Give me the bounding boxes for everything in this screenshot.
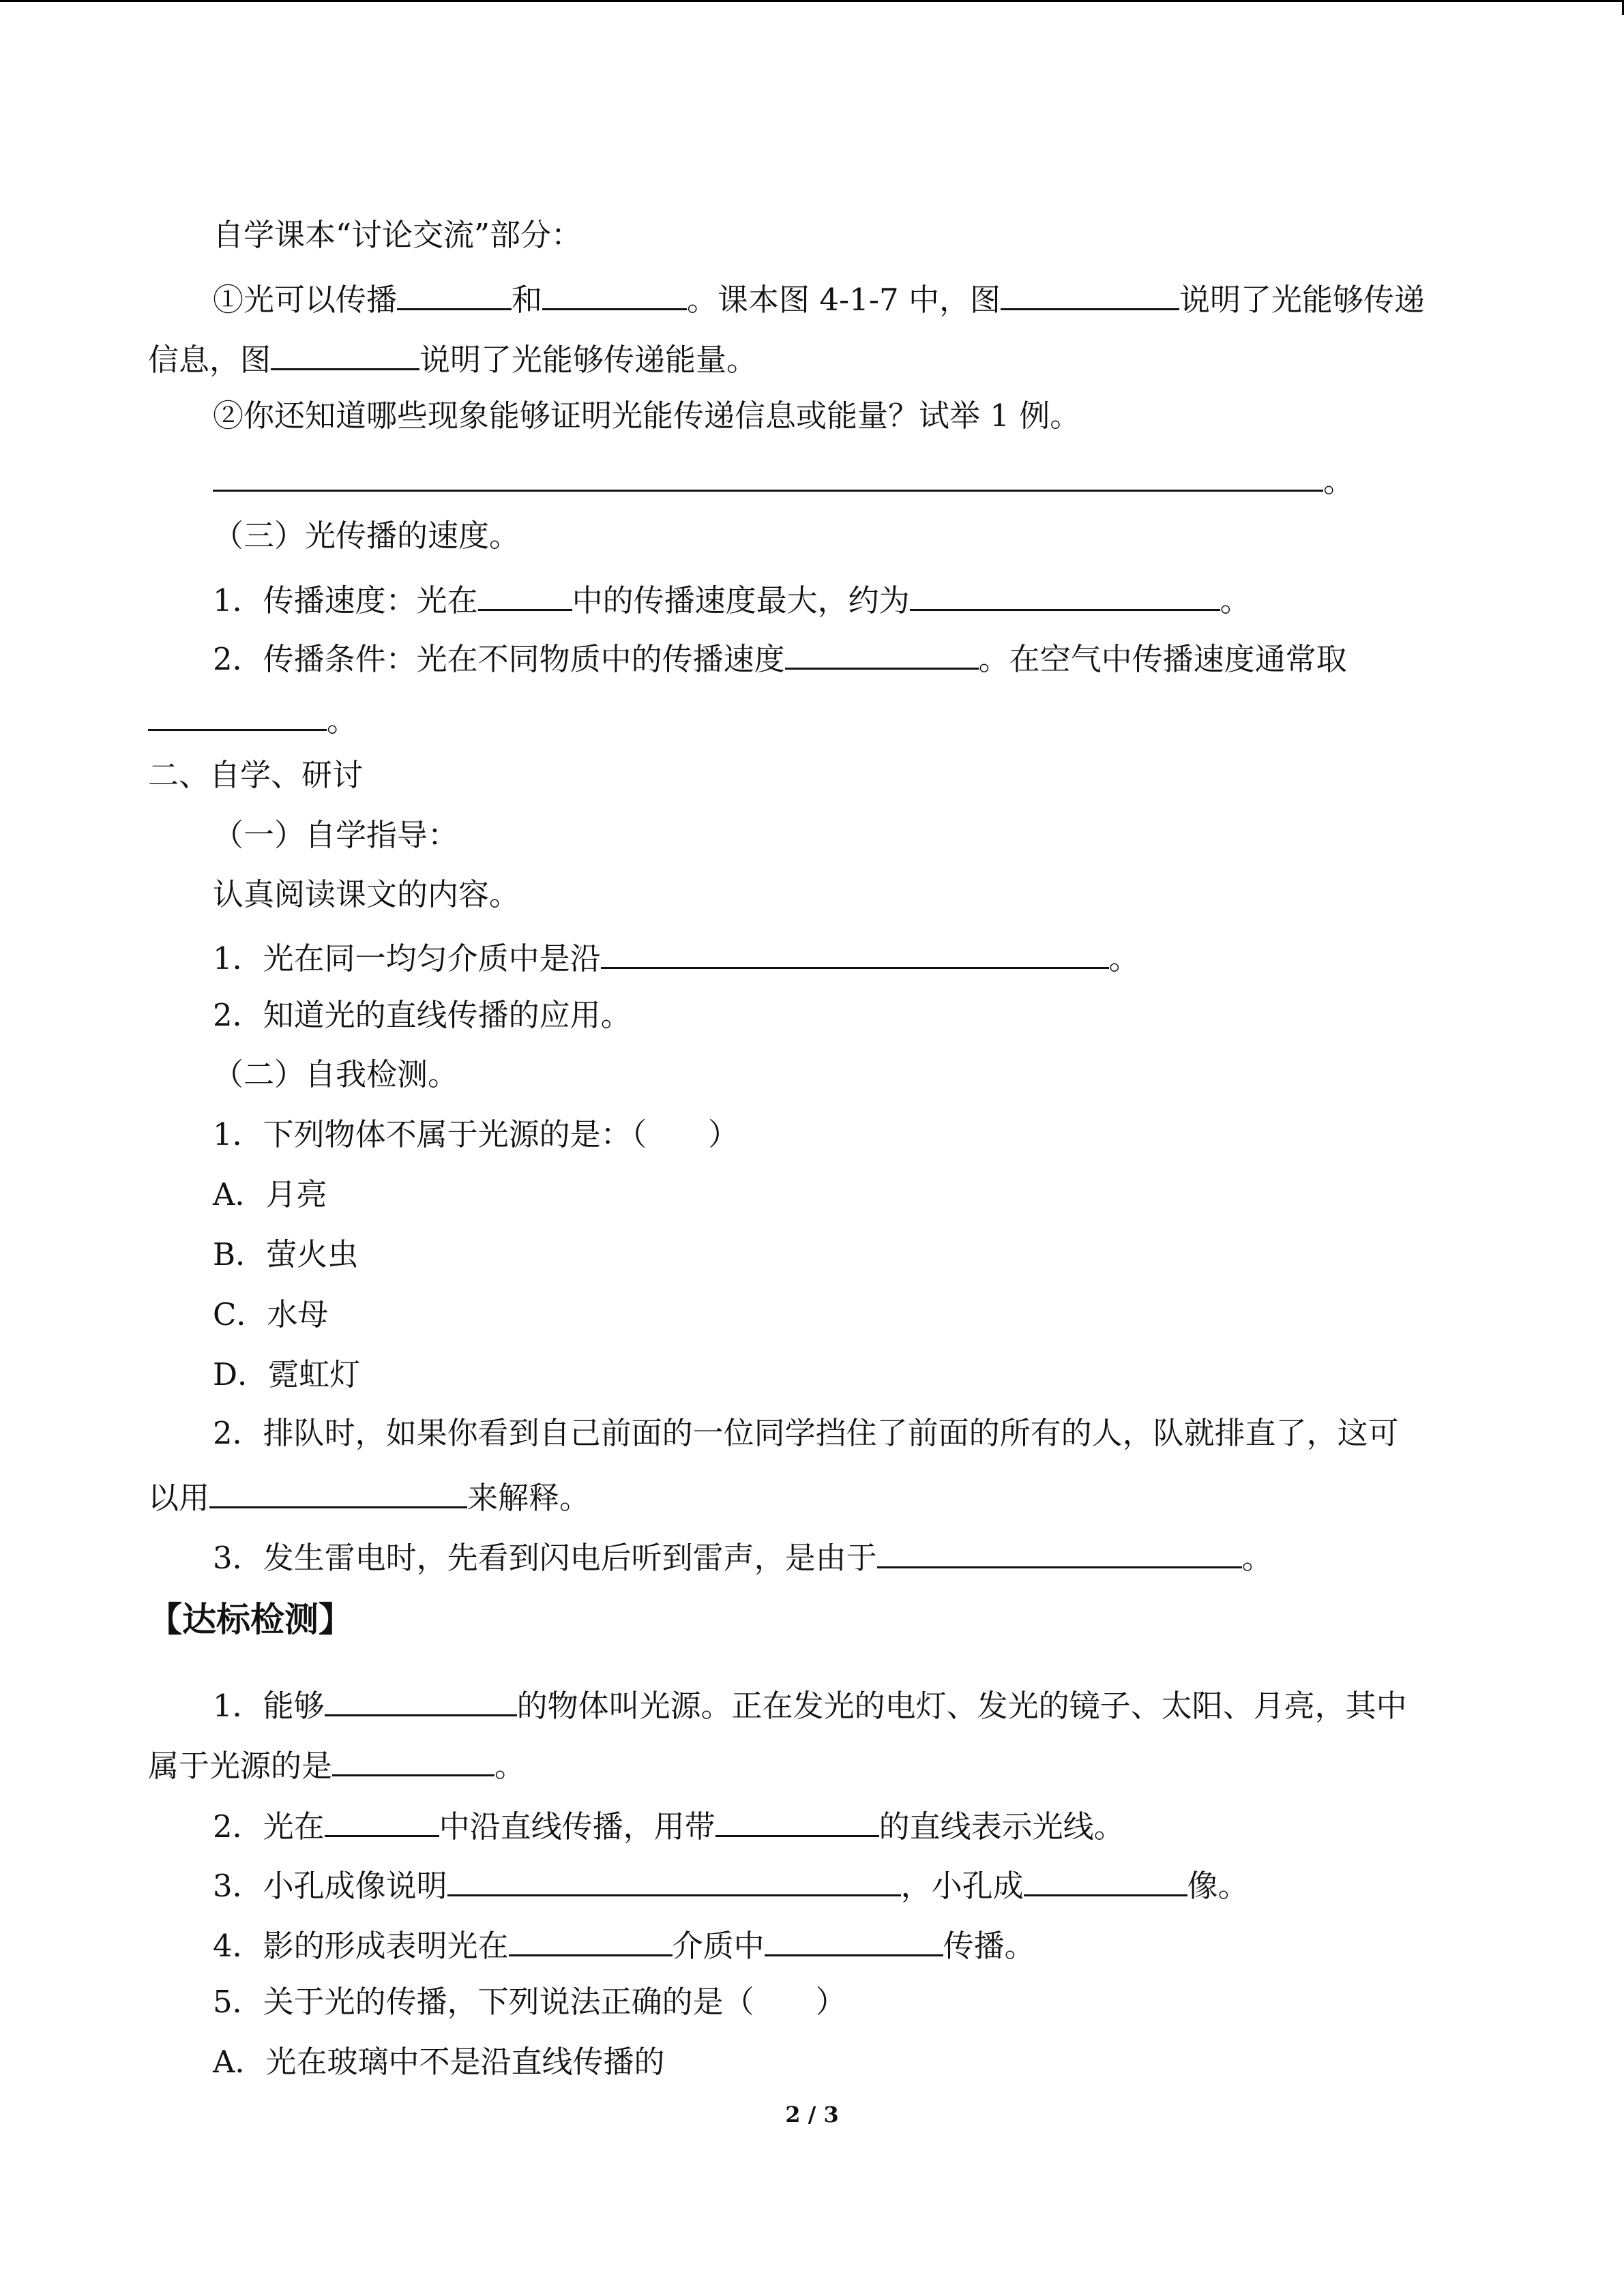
speed-item-1: 1．传播速度：光在 中的传播速度最大，约为 。 xyxy=(213,576,1251,617)
blank-field[interactable] xyxy=(332,1742,494,1776)
page-number: 2 / 3 xyxy=(785,2102,839,2128)
test-item-4: 4．影的形成表明光在 介质中 传播。 xyxy=(213,1922,1035,1963)
test-item-1-line-2: 属于光源的是 。 xyxy=(148,1742,525,1783)
question-1-line-2: 信息，图 说明了光能够传递能量。 xyxy=(148,336,757,376)
blank-field[interactable] xyxy=(325,1802,439,1837)
blank-field[interactable] xyxy=(148,696,327,731)
guide-text: 认真阅读课文的内容。 xyxy=(213,876,520,912)
blank-field[interactable] xyxy=(877,1534,1242,1568)
test-item-5-option-a: A．光在玻璃中不是沿直线传播的 xyxy=(213,2044,665,2080)
blank-field[interactable] xyxy=(785,635,979,670)
check-question-1: 1．下列物体不属于光源的是：（ ） xyxy=(213,1116,739,1152)
question-2: ②你还知道哪些现象能够证明光能传递信息或能量？试举 1 例。 xyxy=(213,398,1081,434)
check-question-2-line-2: 以用 来解释。 xyxy=(148,1474,590,1515)
option-d: D．霓虹灯 xyxy=(213,1356,361,1392)
speed-item-2-line-2: 。 xyxy=(148,696,357,737)
blank-field[interactable] xyxy=(209,1474,467,1508)
question-2-answer-line: 。 xyxy=(213,457,1354,498)
blank-field[interactable] xyxy=(213,457,1323,492)
blank-field[interactable] xyxy=(542,275,687,310)
discussion-title: 自学课本“讨论交流”部分： xyxy=(213,217,582,253)
blank-field[interactable] xyxy=(1024,1862,1187,1896)
blank-field[interactable] xyxy=(271,336,419,370)
blank-field[interactable] xyxy=(397,275,512,310)
blank-field[interactable] xyxy=(715,1802,879,1837)
test-item-2: 2．光在 中沿直线传播，用带 的直线表示光线。 xyxy=(213,1802,1125,1843)
check-question-2-line-1: 2．排队时，如果你看到自己前面的一位同学挡住了前面的所有的人，队就排直了，这可 xyxy=(213,1415,1399,1451)
blank-field[interactable] xyxy=(765,1922,943,1956)
guide-item-2: 2．知道光的直线传播的应用。 xyxy=(213,997,632,1033)
blank-field[interactable] xyxy=(601,934,1109,969)
test-item-3: 3．小孔成像说明 ，小孔成 像。 xyxy=(213,1862,1249,1903)
option-c: C．水母 xyxy=(213,1296,329,1332)
blank-field[interactable] xyxy=(478,576,572,611)
blank-field[interactable] xyxy=(1001,275,1179,310)
option-b: B．萤火虫 xyxy=(213,1236,359,1272)
question-1-line-1: ①光可以传播 和 。课本图 4-1-7 中，图 说明了光能够传递 xyxy=(213,275,1425,316)
speed-section-title: （三）光传播的速度。 xyxy=(213,518,520,554)
study-section-title: 二、自学、研讨 xyxy=(148,757,364,793)
guide-title: （一）自学指导： xyxy=(213,817,459,853)
test-item-5: 5．关于光的传播，下列说法正确的是（ ） xyxy=(213,1984,846,2020)
option-a: A．月亮 xyxy=(213,1176,327,1212)
test-section-title: 【达标检测】 xyxy=(148,1600,353,1639)
blank-field[interactable] xyxy=(910,576,1220,611)
self-check-title: （二）自我检测。 xyxy=(213,1056,459,1092)
check-question-3: 3．发生雷电时，先看到闪电后听到雷声，是由于 。 xyxy=(213,1534,1273,1575)
guide-item-1: 1．光在同一均匀介质中是沿 。 xyxy=(213,934,1140,975)
blank-field[interactable] xyxy=(509,1922,673,1956)
blank-field[interactable] xyxy=(447,1862,901,1896)
test-item-1-line-1: 1．能够 的物体叫光源。正在发光的电灯、发光的镜子、太阳、月亮，其中 xyxy=(213,1682,1407,1723)
page-top-border xyxy=(0,0,1624,2)
speed-item-2-line-1: 2．传播条件：光在不同物质中的传播速度 。在空气中传播速度通常取 xyxy=(213,635,1347,676)
blank-field[interactable] xyxy=(325,1682,517,1716)
